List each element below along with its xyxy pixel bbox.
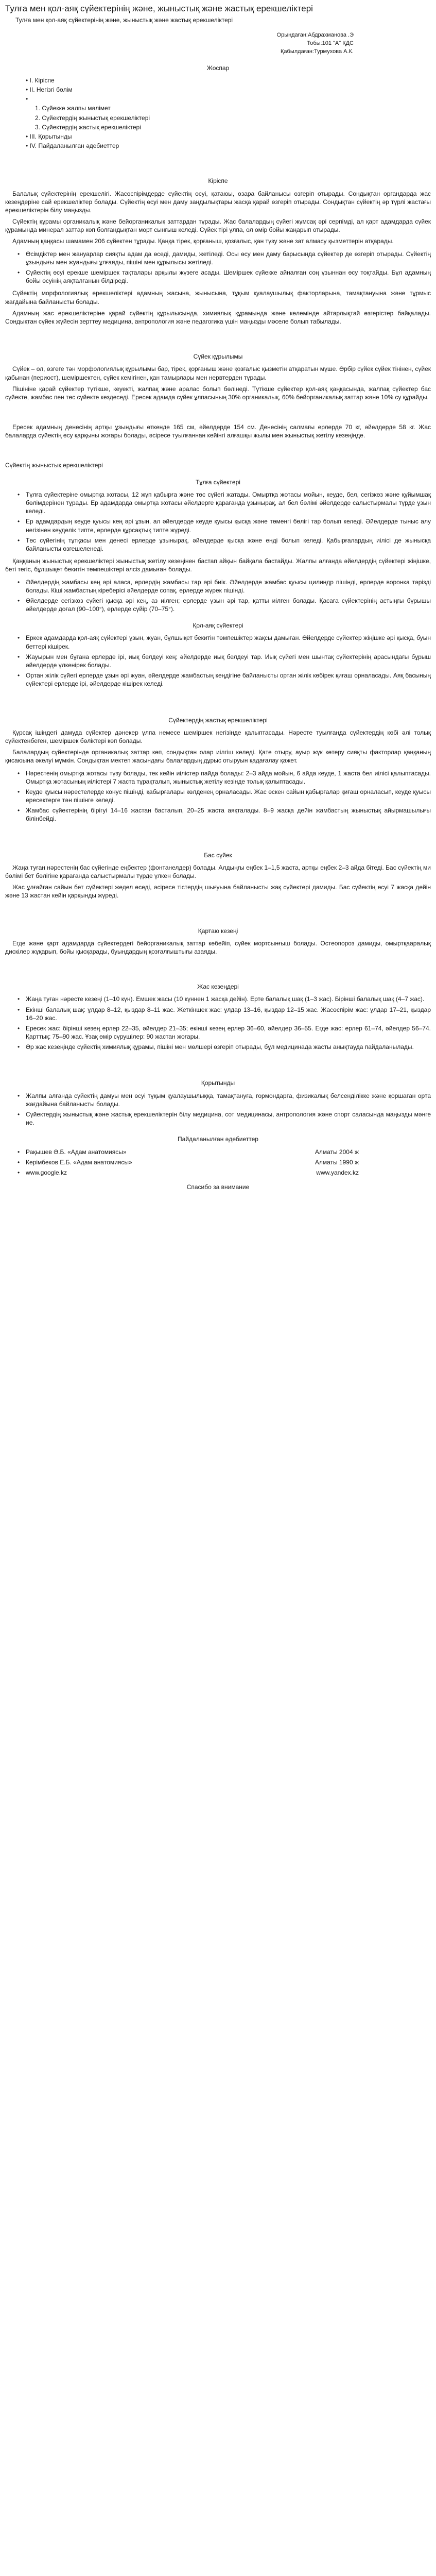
list-item: • Жаңа туған нәресте кезеңі (1–10 күн). Емшек жасы (10 күннен 1 жасқа дейін). Ерте балалық шақ (1–3 жас). Бірінші балалық шақ (4–7 жас). — [18, 995, 425, 1003]
paragraph: Балалардың сүйектерінде органикалық заттар көп, сондықтан олар иілгіш келеді. Қате отыру, ауыр жүк көтеру сияқты факторлар қаңқаның қисаюына әкелуі мүмкін. Сондықтан мектеп жасындағы балалардың дұрыс отыруын қадағалау қажет. — [5, 749, 431, 765]
section-heading: Сүйектің жыныстық ерекшеліктері — [5, 462, 103, 469]
toc-item: • I. Кіріспе — [26, 76, 431, 84]
list-item: • Ересек жас: бірінші кезең ерлер 22–35, әйелдер 21–35; екінші кезең ерлер 36–60, әйелдер 36–55. Егде жас: ерлер 61–74, әйелдер 56–74. Қарттық: 75–90 жас. Ұзақ өмір сүрушілер: 90 жастан жоғары. — [18, 1024, 431, 1041]
reference-item: • Керімбеков Е.Б. «Адам анатомиясы» Алматы 1990 ж — [18, 1158, 359, 1166]
references-title: Пайдаланылған әдебиеттер — [178, 1136, 258, 1143]
meta-teacher: Қабылдаған:Турмухова А.К. — [281, 48, 354, 55]
toc-sub — [26, 95, 431, 131]
meta-author: Орындаған:Абдрахманова .Э — [276, 32, 354, 39]
intro-bullets — [18, 250, 431, 285]
paragraph: Сүйек – ол, өзгеге тән морфологиялық құрылымы бар, тірек, қорғаныш және қозғалыс қызметін атқаратын мүше. Әрбір сүйек сүйек тінінен, сүйек қабынан (периост), шеміршектен, сүйек кемігінен, қан тамырлары мен нервтерден тұрады. — [5, 365, 431, 381]
author-meta — [5, 31, 354, 56]
list-item: • Сүйектің өсуі ерекше шеміршек тақталары арқылы жүзеге асады. Шеміршек сүйекке айналған соң ұзыннан өсу тоқтайды. Бұл адамның бойы өсуінің аяқталғанын білдіреді. — [18, 269, 431, 285]
list-item: • Ортан жілік сүйегі ерлерде ұзын әрі жуан, әйелдерде жамбастың кеңдігіне байланысты ортан жілік көбірек қиғаш орналасады. Аяқ басының сүйектері ерлерде ірі, әйелдерде кішірек келеді. — [18, 672, 431, 688]
reference-item: • Рақышев Ә.Б. «Адам анатомиясы» Алматы 2004 ж — [18, 1148, 359, 1156]
list-item: • Өсімдіктер мен жануарлар сияқты адам да өседі, дамиды, жетіледі. Осы өсу мен даму барысында сүйектер де өзгеріп отырады. Сүйектің ұзындығы мен жуандығы ұлғаяды, пішіні мен құрылысы жетіледі. — [18, 250, 431, 266]
intro-paragraph: Сүйектің құрамы органикалық және бейорганикалық заттардан тұрады. Жас балалардың сүйегі жұмсақ әрі серпімді, ал қарт адамдарда сүйек құрамында минерал заттар көп болғандықтан морт сынғыш келеді. Сүйек тірі ұлпа, ол өмір бойы жаңарып отырады. — [5, 218, 431, 234]
limbs-bullets — [18, 634, 431, 688]
list-item: • Кеуде қуысы нәрестелерде конус пішінді, қабырғалары көлденең орналасады. Жас өскен сайын қабырғалар қиғаш орналасып, кеуде қуысы ересектерге тән пішінге келеді. — [18, 788, 431, 804]
trunk-bullets — [18, 490, 431, 553]
list-item: • Төс сүйегінің тұтқасы мен денесі ерлерде ұзынырақ, әйелдерде қысқа және енді болып келеді. Қабырғалардың иілісі де жынысқа байланысты өзгешеленеді. — [18, 536, 431, 552]
intro-paragraph: Балалық сүйектерінің ерекшелігі. Жасөспірімдерде сүйектің өсуі, қатаюы, өзара байланысы өзгеріп отырады. Сондықтан органдарда жас кезеңдеріне сай ерекшеліктер болады. Сүйектің өсуі мен даму заңдылықтары жасқа қарай өзгеріп отырады. Сондықтан сүйектің әр түрлі жастағы ерекшеліктерін білу маңызды. — [5, 190, 431, 214]
old-age-title: Қартаю кезеңі — [198, 927, 238, 935]
reference-link[interactable]: www.google.kz — [26, 1168, 67, 1176]
paragraph: Құрсақ ішіндегі дамуда сүйектер дәнекер ұлпа немесе шеміршек негізінде қалыптасады. Нәресте туылғанда сүйектердің көбі әлі толық сүйектенбеген, шеміршек бөліктері көп болады. — [5, 728, 431, 744]
age-bullets — [18, 769, 431, 823]
list-item: • Тұлға сүйектеріне омыртқа жотасы, 12 жұп қабырға және төс сүйегі жатады. Омыртқа жотасы мойын, кеуде, бел, сегізкөз және құйымшақ бөлімдерінен тұрады. Ер адамдарда омыртқа жотасы әйелдерге қарағанда ұзынырақ, ал бел бөлімі әйелдерде салыстырмалы түрде ұзын келеді. — [18, 490, 431, 515]
document — [0, 0, 436, 1201]
conclusion-bullets — [18, 1092, 431, 1127]
paragraph: Сүйектің морфологиялық ерекшеліктері адамның жасына, жынысына, тұқым қуалаушылық факторларына, тамақтануына және тұрмыс жағдайына байланысты болады. — [5, 290, 431, 306]
paragraph: Адамның жас ерекшеліктеріне қарай сүйектің құрылысында, химиялық құрамында және көлемінде айтарлықтай өзгерістер байқалады. Сондықтан сүйек жүйесін зерттеу медицина, антропология және педагогика үшін маңызды мәселе болып табылады. — [5, 309, 431, 325]
list-item: • Екінші балалық шақ: ұлдар 8–12, қыздар 8–11 жас. Жеткіншек жас: ұлдар 13–16, қыздар 12–15 жас. Жасөспірім жас: ұлдар 17–21, қыздар 16–20 жас. — [18, 1006, 431, 1022]
general-title: Сүйек құрылымы — [193, 353, 243, 361]
age-periods-title: Жас кезеңдері — [197, 983, 239, 991]
toc-item: • III. Қорытынды — [26, 132, 431, 141]
paragraph: Жаңа туған нәрестенің бас сүйегінде еңбектер (фонтанелдер) болады. Алдыңғы еңбек 1–1,5 жаста, артқы еңбек 2–3 айда бітеді. Бас сүйектің ми бөлімі бет бөлігіне қарағанда салыстырмалы түрде үлкен болады. — [5, 863, 431, 880]
paragraph: Жас ұлғайған сайын бет сүйектері жедел өседі, әсіресе тістердің шығуына байланысты жақ сүйектері дамиды. Бас сүйектің өсуі 7 жасқа дейін және 13 жастан кейін қарқынды жүреді. — [5, 884, 431, 900]
trunk-title: Тұлға сүйектері — [196, 478, 240, 486]
limbs-title: Қол-аяқ сүйектері — [193, 622, 243, 630]
list-item: • Еркек адамдарда қол-аяқ сүйектері ұзын, жуан, бұлшықет бекитін төмпешіктер жақсы дамыған. Әйелдерде сүйектер жіңішке әрі қысқа, буын беттері кішірек. — [18, 634, 431, 650]
table-of-contents — [15, 76, 431, 150]
paragraph: Пішініне қарай сүйектер түтікше, кеуекті, жалпақ және аралас болып бөлінеді. Түтікше сүйектер қол-аяқ қаңқасында, жалпақ сүйектер бас сүйекте, жамбас пен төс сүйекте кездеседі. Ересек адамда сүйек ұлпасының 30% органикалық, 60% бейорганикалық заттар және 10% су құрайды. — [5, 385, 431, 401]
toc-item: 2. Сүйектердің жыныстық ерекшеліктері — [35, 114, 150, 122]
pelvis-bullets — [18, 578, 431, 614]
paragraph: Егде және қарт адамдарда сүйектердегі бейорганикалық заттар көбейіп, сүйек мортсынғыш болады. Остеопороз дамиды, омыртқааралық дискілер жұқарып, бойы қысқарады, буындардың қозғалғыштығы азаяды. — [5, 939, 431, 955]
list-item: • Жауырын мен бұғана ерлерде ірі, иық белдеуі кең; әйелдерде иық белдеуі тар. Иық сүйегі мен шынтақ сүйектерінің арасындағы бұрыш әйелдерде үлкенірек болады. — [18, 653, 431, 669]
list-item: • Нәрестенің омыртқа жотасы түзу болады, тек кейін иілістер пайда болады: 2–3 айда мойын, 6 айда кеуде, 1 жаста бел иілісі қалыптасады. Омыртқа жотасының иілістері 7 жаста тұрақталып, жыныстық жетілу кезінде толық қалыптасады. — [18, 769, 431, 785]
age-title: Сүйектердің жастық ерекшеліктері — [168, 716, 268, 724]
list-item: • Жамбас сүйектерінің бірігуі 14–16 жастан басталып, 20–25 жаста аяқталады. 8–9 жасқа дейін жамбастың жыныстық айырмашылығы білінбейді. — [18, 807, 431, 823]
reference-link[interactable]: www.yandex.kz — [316, 1168, 359, 1176]
closing-text: Спасибо за внимание — [186, 1183, 250, 1191]
toc-item: • IV. Пайдаланылған әдебиеттер — [26, 142, 431, 150]
conclusion-title: Қорытынды — [201, 1079, 235, 1087]
intro-title: Кіріспе — [208, 177, 228, 185]
paragraph: Ересек адамның денесінің артқы ұзындығы өткенде 165 см, әйелдерде 154 см. Денесінің салмағы ерлерде 70 кг, әйелдерде 58 кг. Жас балаларда сүйектің өсу қарқыны жоғары болады, әсіресе туылғаннан кейінгі алғашқы жылы мен жыныстық жетілу кезеңінде. — [5, 423, 431, 439]
list-item: • Ер адамдардың кеуде қуысы кең әрі ұзын, ал әйелдерде кеуде қуысы қысқа және төменгі бөлігі тар болып келеді. Әйелдерде тыныс алу негізінен кеуделік типте, ерлерде құрсақтық типте жүреді. — [18, 518, 431, 534]
age-period-bullets — [18, 995, 431, 1051]
list-item: • Әйелдердің жамбасы кең әрі аласа, ерлердің жамбасы тар әрі биік. Әйелдерде жамбас қуысы цилиндр пішінді, ерлерде воронка тәрізді болады. Кіші жамбастың кіреберісі әйелдерде сопақ, ерлерде жүрек пішінді. — [18, 578, 431, 594]
intro-paragraph: Адамның қаңқасы шамамен 206 сүйектен тұрады. Қаңқа тірек, қорғаныш, қозғалыс, қан түзу және зат алмасу қызметтерін атқарады. — [12, 238, 394, 245]
doc-title: Тулға мен қол-аяқ сүйектерінің және, жыныстық және жастық ерекшеліктері — [5, 4, 313, 13]
plan-title: Жоспар — [206, 64, 230, 72]
references-list — [18, 1148, 431, 1177]
toc-item: • II. Негізгі бөлім — [26, 86, 431, 94]
list-item: • Жалпы алғанда сүйектің дамуы мен өсуі тұқым қуалаушылыққа, тамақтануға, гормондарға, физикалық белсенділікке және қоршаған орта жағдайына байланысты болады. — [18, 1092, 431, 1108]
paragraph: Қаңқаның жыныстық ерекшеліктері жыныстық жетілу кезеңінен бастап айқын байқала бастайды. Жалпы алғанда әйелдердің сүйектері жіңішке, беті тегіс, бұлшықет бекитін төмпешіктері әлсіз дамыған болады. — [5, 557, 431, 573]
list-item: • Сүйектердің жыныстық және жастық ерекшеліктерін білу медицина, сот медицинасы, антропология және спорт саласында маңызды мәнге ие. — [18, 1111, 431, 1127]
skull-title: Бас сүйек — [204, 851, 232, 859]
reference-item: • www.google.kz www.yandex.kz — [18, 1168, 359, 1176]
list-item: • Әр жас кезеңінде сүйектің химиялық құрамы, пішіні мен мөлшері өзгеріп отырады, бұл медицинада жасты анықтауда пайдаланылады. — [18, 1043, 414, 1051]
list-item: • Әйелдерде сегізкөз сүйегі қысқа әрі кең, аз иілген; ерлерде ұзын әрі тар, қатты иілген болады. Қасаға сүйектерінің астыңғы бұрышы әйелдерде доғал (90–100°), ерлерде сүйір (70–75°). — [18, 597, 431, 613]
meta-group: Тобы:101 "А" ҚДС — [307, 40, 354, 46]
doc-subtitle: Тулға мен қол-аяқ сүйектерінің және, жыныстық және жастық ерекшеліктері — [15, 16, 233, 24]
toc-item: • 1. Сүйекке жалпы мәлімет — [35, 105, 111, 112]
toc-item: 3. Сүйектердің жастық ерекшеліктері — [35, 123, 141, 131]
